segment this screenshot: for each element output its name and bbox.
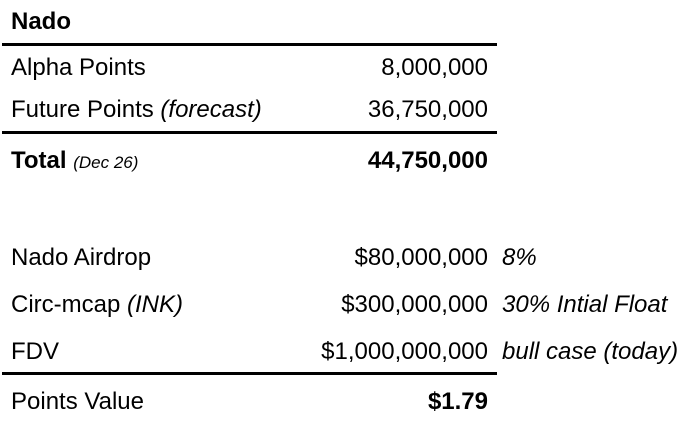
total-text: Total — [11, 147, 67, 174]
alpha-points-value: 8,000,000 — [381, 54, 488, 81]
fdv-value: $1,000,000,000 — [321, 338, 488, 365]
total-note: (Dec 26) — [73, 153, 139, 172]
fdv-note: bull case (today) — [502, 338, 679, 365]
total-value: 44,750,000 — [367, 147, 488, 174]
sheet-title: Nado — [11, 8, 71, 35]
future-points-value: 36,750,000 — [367, 96, 488, 123]
alpha-points-label: Alpha Points — [11, 54, 146, 81]
total-label — [11, 146, 138, 178]
circ-mcap-text: Circ-mcap — [11, 291, 121, 318]
points-value-divider — [2, 372, 497, 375]
points-value-label: Points Value — [11, 388, 144, 415]
total-divider — [2, 131, 497, 134]
circ-mcap-label — [11, 290, 183, 320]
future-points-label — [11, 95, 262, 125]
airdrop-value: $80,000,000 — [354, 244, 488, 271]
circ-mcap-token: (INK) — [127, 291, 184, 318]
title-divider — [2, 43, 497, 46]
future-points-note: (forecast) — [160, 96, 262, 123]
fdv-label: FDV — [11, 338, 59, 365]
circ-mcap-note: 30% Intial Float — [502, 291, 668, 318]
circ-mcap-value: $300,000,000 — [341, 291, 488, 318]
airdrop-note: 8% — [502, 244, 537, 271]
airdrop-label: Nado Airdrop — [11, 244, 152, 271]
points-value-amount: $1.79 — [427, 388, 488, 415]
future-points-text: Future Points — [11, 96, 154, 123]
